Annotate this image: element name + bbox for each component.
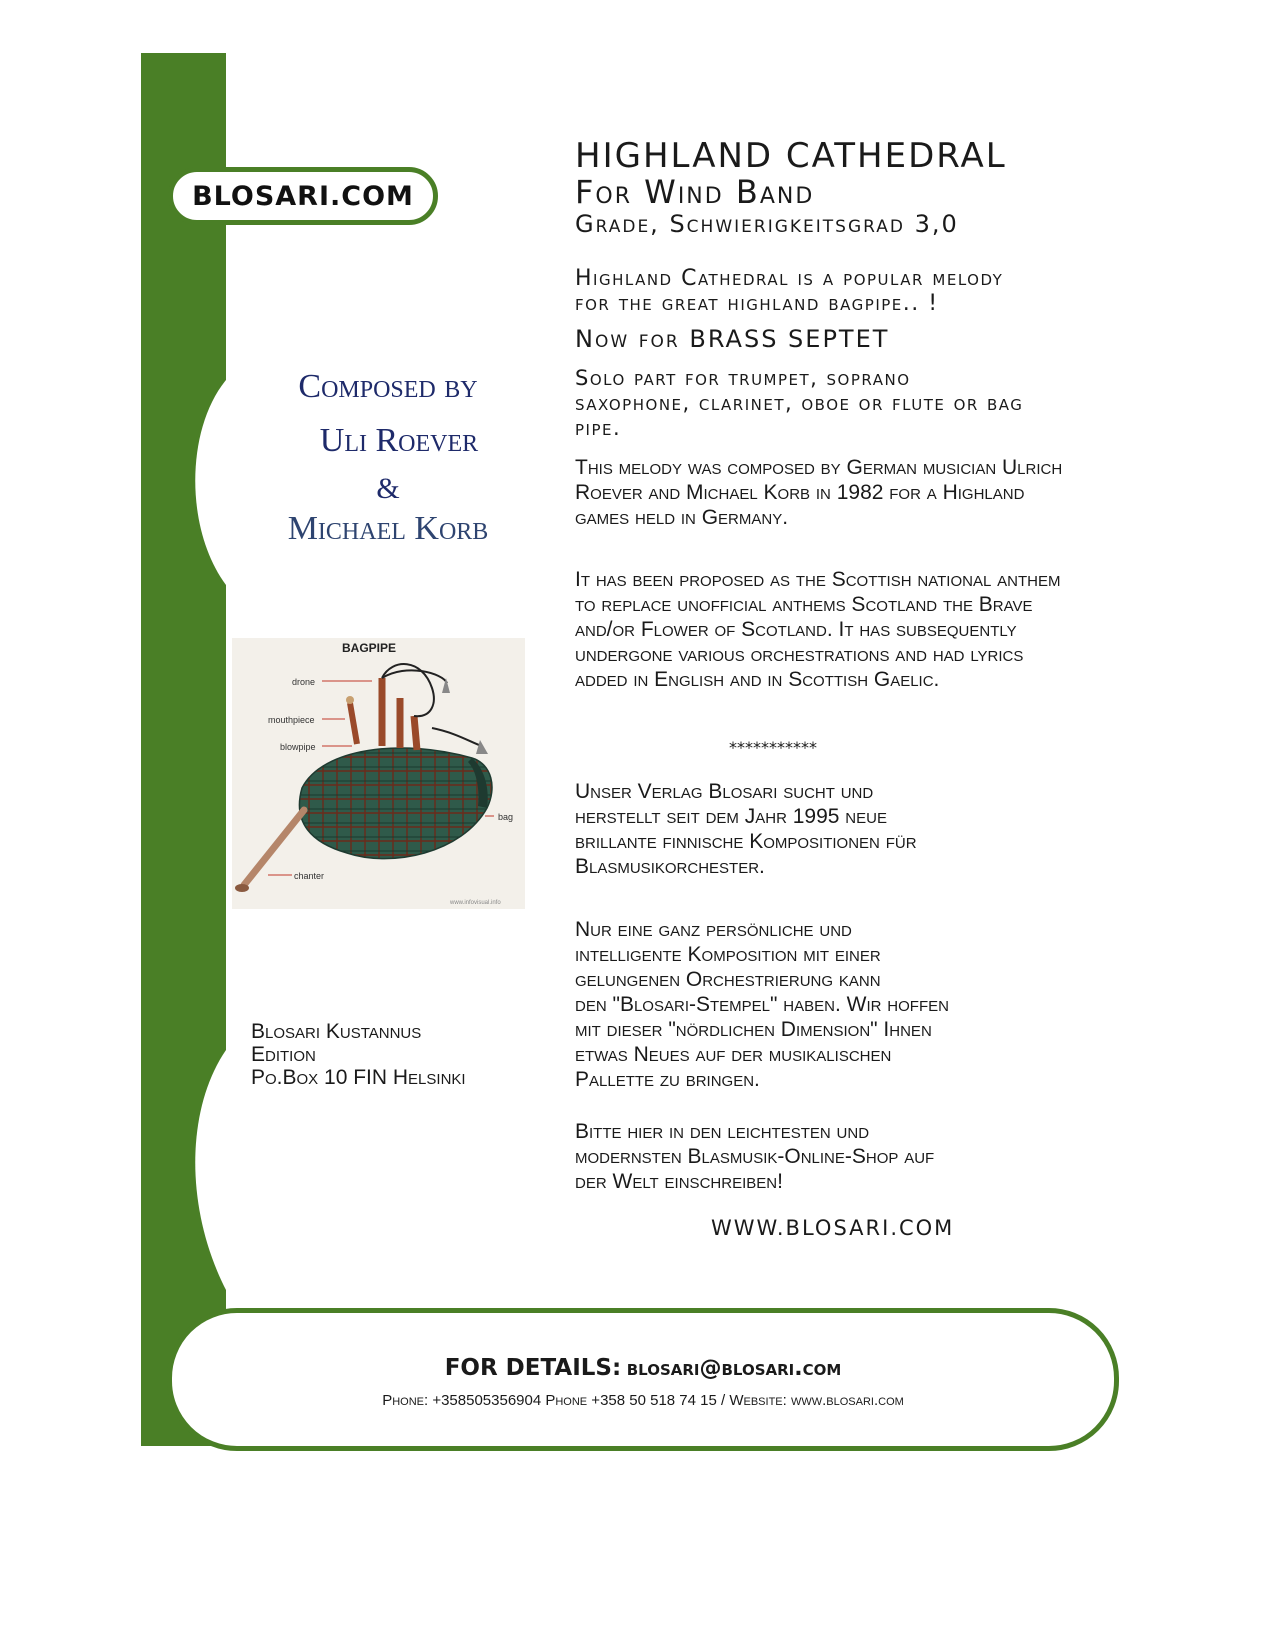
intro-line: for the great highland bagpipe.. ! [575, 291, 939, 316]
title-grade: Grade, Schwierigkeitsgrad 3,0 [575, 210, 959, 238]
logo-text: BLOSARI.COM [192, 180, 414, 212]
german-line: modernsten Blasmusik-Online-Shop auf [575, 1145, 935, 1168]
title-subtitle: For Wind Band [575, 173, 815, 211]
solo-line: pipe. [575, 416, 622, 440]
publisher-line: Blosari Kustannus [251, 1020, 422, 1043]
history-paragraph-2 [575, 567, 1060, 692]
label-chanter: chanter [294, 871, 325, 881]
bagpipe-illustration [232, 638, 525, 909]
intro-paragraph [575, 266, 1003, 316]
german-line: mit dieser "nördlichen Dimension" Ihnen [575, 1018, 932, 1041]
publisher-line: Edition [251, 1043, 316, 1066]
german-line: Unser Verlag Blosari sucht und [575, 780, 874, 803]
composer-name-1: Uli Roever [319, 422, 479, 459]
bagpipe-icon [232, 638, 525, 909]
german-line: gelungenen Orchestrierung kann [575, 968, 881, 991]
publisher-line: Po.Box 10 FIN Helsinki [251, 1066, 466, 1089]
german-line: Bitte hier in den leichtesten und [575, 1120, 870, 1143]
composer-name-2: Michael Korb [287, 510, 489, 547]
history-line: to replace unofficial anthems Scotland the Brave [575, 593, 1033, 616]
history-line: games held in Germany. [575, 506, 789, 529]
german-paragraph-3 [575, 1119, 934, 1194]
german-line: Blasmusikorchester. [575, 855, 765, 878]
title-main: HIGHLAND CATHEDRAL [575, 136, 1007, 176]
german-line: der Welt einschreiben! [575, 1170, 783, 1193]
website-link[interactable]: WWW.BLOSARI.COM [711, 1216, 955, 1240]
now-for-heading: Now for BRASS SEPTET [575, 325, 890, 353]
figure-credit: www.infovisual.info [450, 900, 501, 906]
history-line: undergone various orchestrations and had lyrics [575, 643, 1024, 666]
solo-paragraph [575, 366, 1023, 441]
logo-pill[interactable] [168, 167, 438, 225]
footer-contact-line: Phone: +358505356904 Phone +358 50 518 74 15 / Website: www.blosari.com [382, 1392, 904, 1409]
label-mouthpiece: mouthpiece [268, 715, 315, 725]
german-paragraph-1 [575, 779, 917, 879]
german-line: etwas Neues auf der musikalischen [575, 1043, 892, 1066]
solo-line: Solo part for trumpet, soprano [575, 366, 911, 390]
german-line: den "Blosari-Stempel" haben. Wir hoffen [575, 993, 949, 1016]
footer-contact-box [167, 1308, 1119, 1451]
label-drone: drone [292, 677, 316, 687]
footer-details-line [172, 1355, 1114, 1381]
label-blowpipe: blowpipe [280, 742, 316, 752]
composed-by-label: Composed by [298, 368, 478, 405]
german-paragraph-2 [575, 917, 949, 1092]
history-paragraph-1 [575, 455, 1062, 530]
german-line: brillante finnische Kompositionen für [575, 830, 917, 853]
german-line: herstellt seit dem Jahr 1995 neue [575, 805, 887, 828]
german-line: Pallette zu bringen. [575, 1068, 760, 1091]
details-email[interactable]: blosari@blosari.com [626, 1356, 842, 1381]
history-line: and/or Flower of Scotland. It has subsequently [575, 618, 1017, 641]
separator-stars: *********** [729, 738, 817, 757]
history-line: added in English and in Scottish Gaelic. [575, 668, 940, 691]
german-line: Nur eine ganz persönliche und [575, 918, 852, 941]
german-line: intelligente Komposition mit einer [575, 943, 881, 966]
history-line: It has been proposed as the Scottish national anthem [575, 568, 1061, 591]
solo-line: saxophone, clarinet, oboe or flute or bag [575, 391, 1024, 415]
label-bag: bag [498, 812, 514, 822]
composer-ampersand: & [376, 472, 400, 505]
history-line: This melody was composed by German musician Ulrich [575, 456, 1063, 479]
history-line: Roever and Michael Korb in 1982 for a Highland [575, 481, 1025, 504]
figure-title: BAGPIPE [342, 641, 397, 655]
publisher-block [251, 1020, 466, 1089]
intro-line: Highland Cathedral is a popular melody [575, 266, 1004, 291]
details-label: FOR DETAILS: [444, 1355, 622, 1381]
